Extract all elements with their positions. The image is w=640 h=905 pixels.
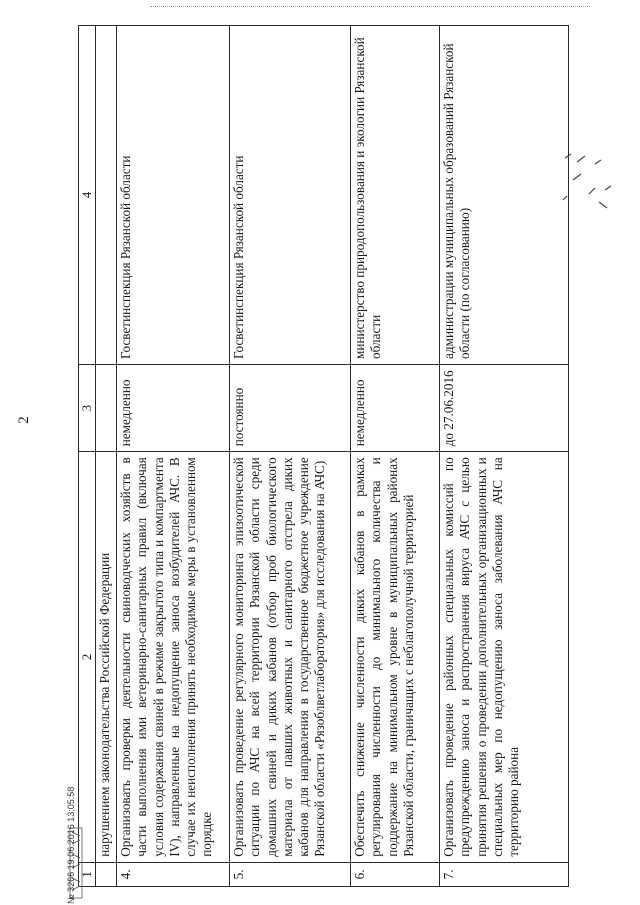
page-number: 2 — [15, 416, 32, 424]
table-row — [117, 26, 230, 887]
deadline-cell — [230, 364, 351, 451]
deadline-text: немедленно — [118, 379, 134, 447]
responsible-cell: Госветинспекция Рязанской области — [117, 26, 230, 365]
row-number-cell — [96, 862, 117, 886]
row-number-cell: 5. — [230, 862, 351, 886]
registration-stamp-text: № 3266 19.06.2016 13:05:58 — [66, 786, 76, 904]
row-number-cell: 4. — [117, 862, 230, 886]
scan-edge-mark — [150, 6, 590, 8]
row-number-cell: 6. — [351, 862, 440, 886]
header-cell-1: 1 — [79, 862, 96, 886]
measures-table — [78, 25, 569, 887]
deadline-cell — [440, 364, 569, 451]
responsible-cell: министерство природопользования и экологии Рязанской области — [351, 26, 440, 365]
deadline-text: постоянно — [231, 387, 247, 447]
responsible-cell: администрации муниципальных образований Рязанской области (по согласованию) — [440, 26, 569, 365]
deadline-cell — [351, 364, 440, 451]
row-number-cell: 7. — [440, 862, 569, 886]
table-row — [351, 26, 440, 887]
rotated-page-content — [78, 25, 624, 887]
continuation-cell: нарушением законодательства Российской Федерации — [96, 452, 117, 863]
responsible-cell: Госветинспекция Рязанской области — [230, 26, 351, 365]
deadline-cell — [117, 364, 230, 451]
action-cell: Организовать проверки деятельности свиноводческих хозяйств в части выполнения ими ветеринарно-санитарных правил (включая условия содержания свиней в режиме закрытого типа и компартмента IV), направленные на недопущение заноса возбудителей АЧС. В случае их неисполнения принять необходимые меры в установленном порядке — [117, 452, 230, 863]
responsible-cell — [96, 26, 117, 365]
action-cell: Организовать проведение регулярного мониторинга эпизоотической ситуации по АЧС на всей территории Рязанской области среди домашних свиней и диких кабанов (отбор проб биологического материала от павших животных и санитарного отстрела диких кабанов для направления в государственное бюджетное учреждение Рязанской области «Рязоблветлаборатория» для исследования на АЧС) — [230, 452, 351, 863]
deadline-cell — [96, 364, 117, 451]
table-row — [230, 26, 351, 887]
deadline-text: немедленно — [352, 379, 368, 447]
header-cell-2: 2 — [79, 452, 96, 863]
table-row — [96, 26, 117, 887]
deadline-text: до 27.06.2016 — [441, 370, 457, 447]
header-cell-3: 3 — [79, 364, 96, 451]
action-cell: Обеспечить снижение численности диких кабанов в рамках регулирования численности до минимального количества и поддержание на минимальном уровне в муниципальных районах Рязанской области, граничащих с неблагополучной территорией — [351, 452, 440, 863]
table-row — [440, 26, 569, 887]
action-cell: Организовать проведение районных специальных комиссий по предупреждению заноса и распространения вируса АЧС с целью принятия решения о проведении дополнительных организационных и специальных мер по недопущению заноса заболевания АЧС на территорию района — [440, 452, 569, 863]
signature-icon — [555, 150, 625, 220]
header-cell-4: 4 — [79, 26, 96, 365]
